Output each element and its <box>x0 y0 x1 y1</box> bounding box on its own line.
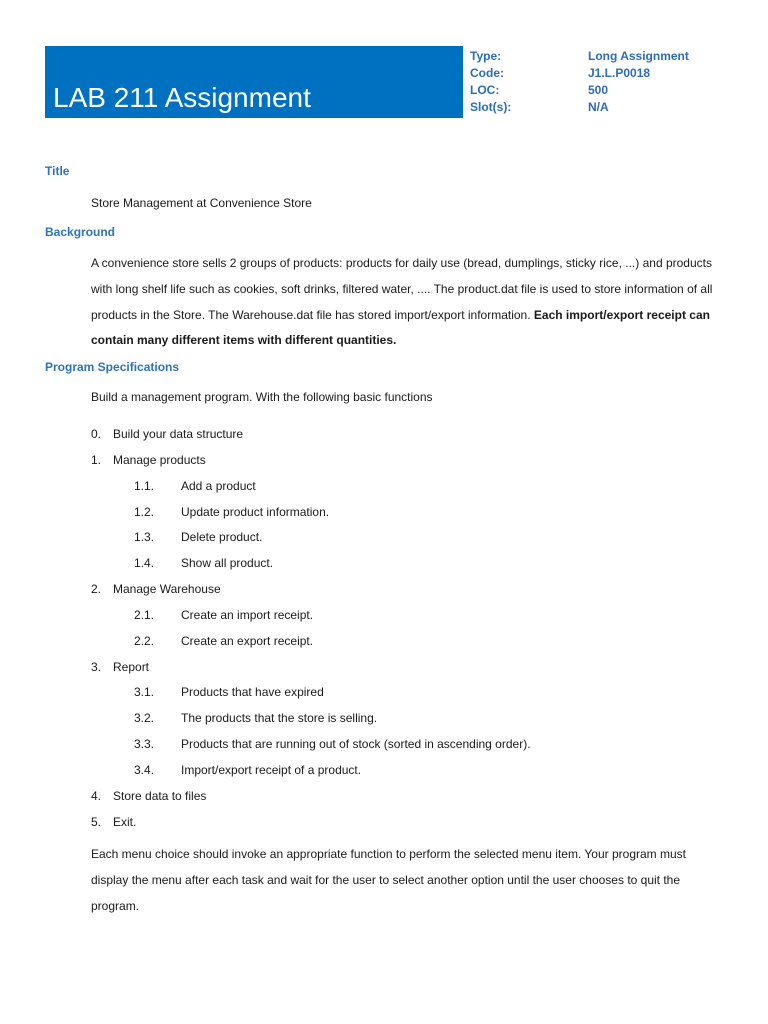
background-paragraph <box>91 251 716 354</box>
list-text: Create an export receipt. <box>181 634 314 648</box>
meta-loc <box>470 82 750 99</box>
list-text: Products that are running out of stock (sorted in ascending order). <box>181 737 531 751</box>
list-number: 1. <box>91 453 102 467</box>
list-text: Manage Warehouse <box>113 582 221 596</box>
meta-code <box>470 65 750 82</box>
list-number: 1.4. <box>134 556 155 570</box>
list-text: Import/export receipt of a product. <box>181 763 362 777</box>
list-number: 5. <box>91 815 102 829</box>
list-text: The products that the store is selling. <box>181 711 378 725</box>
list-text: Products that have expired <box>181 685 324 699</box>
meta-type <box>470 48 750 65</box>
list-number: 1.3. <box>134 530 155 544</box>
document-title: LAB 211 Assignment <box>53 82 311 113</box>
meta-value: Long Assignment <box>588 49 689 63</box>
list-number: 2.1. <box>134 608 155 622</box>
meta-value: 500 <box>588 83 609 97</box>
meta-key: LOC: <box>470 83 500 97</box>
list-text: Delete product. <box>181 530 263 544</box>
section-heading-title: Title <box>45 164 70 178</box>
list-text: Update product information. <box>181 505 330 519</box>
list-number: 3.2. <box>134 711 155 725</box>
list-text: Exit. <box>113 815 137 829</box>
meta-key: Type: <box>470 49 502 63</box>
section-heading-background: Background <box>45 225 116 239</box>
title-text: Store Management at Convenience Store <box>91 196 312 210</box>
list-number: 4. <box>91 789 102 803</box>
list-number: 0. <box>91 427 102 441</box>
list-text: Report <box>113 660 150 674</box>
list-text: Show all product. <box>181 556 274 570</box>
list-text: Add a product <box>181 479 256 493</box>
specs-intro: Build a management program. With the following basic functions <box>91 390 433 404</box>
list-number: 1.1. <box>134 479 155 493</box>
list-text: Store data to files <box>113 789 207 803</box>
meta-value: N/A <box>588 100 609 114</box>
list-number: 2. <box>91 582 102 596</box>
assignment-meta <box>470 48 750 116</box>
list-number: 3.1. <box>134 685 155 699</box>
meta-value: J1.L.P0018 <box>588 66 651 80</box>
meta-slots <box>470 99 750 116</box>
list-number: 3. <box>91 660 102 674</box>
meta-key: Slot(s): <box>470 100 512 114</box>
list-number: 1.2. <box>134 505 155 519</box>
list-number: 3.4. <box>134 763 155 777</box>
list-text: Build your data structure <box>113 427 244 441</box>
list-text: Manage products <box>113 453 206 467</box>
section-heading-specs: Program Specifications <box>45 360 180 374</box>
list-number: 2.2. <box>134 634 155 648</box>
list-number: 3.3. <box>134 737 155 751</box>
meta-key: Code: <box>470 66 504 80</box>
specs-closing: Each menu choice should invoke an appropriate function to perform the selected menu item. Your program must display the menu after each task and wait for the user to select another option until the user chooses to quit the program. <box>91 847 687 913</box>
title-banner <box>45 46 463 118</box>
background-text: A convenience store sells 2 groups of products: products for daily use (bread, dumplings, sticky rice, ...) and products with long shelf life such as cookies, soft drinks, filtered water, .... The product.dat file is used to store information of all products in the Store. The Warehouse.dat file has stored import/export information. <box>91 256 713 322</box>
background-bold-text: Each import/export receipt can contain many different items with different quantities. <box>91 307 710 348</box>
list-text: Create an import receipt. <box>181 608 314 622</box>
